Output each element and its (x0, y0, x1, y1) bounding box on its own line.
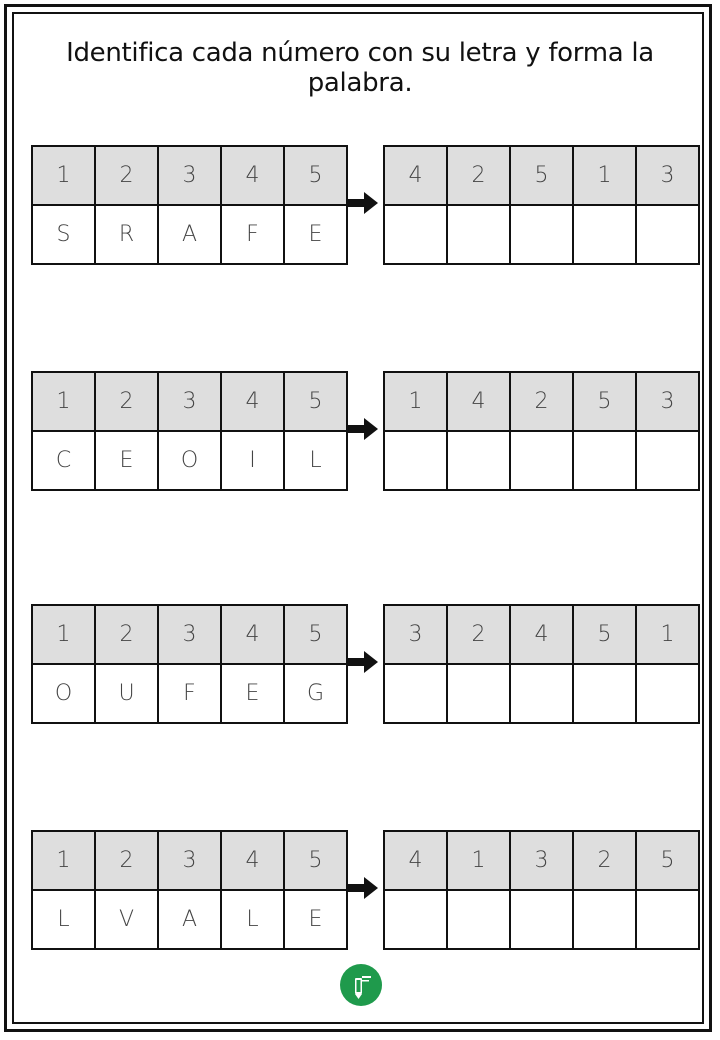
answer-letter-blank[interactable] (447, 205, 510, 264)
answer-number-cell: 3 (384, 605, 447, 664)
key-letter-cell: C (32, 431, 95, 490)
key-letter-cell: E (95, 431, 158, 490)
key-number-cell: 4 (221, 605, 284, 664)
key-letter-cell: A (158, 205, 221, 264)
answer-number-cell: 1 (573, 146, 636, 205)
answer-number-cell: 5 (510, 146, 573, 205)
answer-letter-blank[interactable] (636, 664, 699, 723)
key-number-cell: 2 (95, 146, 158, 205)
answer-table (383, 145, 700, 265)
key-letter-cell: U (95, 664, 158, 723)
answer-table (383, 371, 700, 491)
answer-number-cell: 3 (636, 146, 699, 205)
key-letter-cell: F (221, 205, 284, 264)
key-letter-cell: I (221, 431, 284, 490)
key-letter-cell: L (32, 890, 95, 949)
answer-number-cell: 1 (384, 372, 447, 431)
key-letter-cell: S (32, 205, 95, 264)
key-number-cell: 4 (221, 372, 284, 431)
key-number-cell: 4 (221, 831, 284, 890)
key-number-cell: 5 (284, 831, 347, 890)
answer-letter-blank[interactable] (636, 205, 699, 264)
key-table (31, 604, 348, 724)
key-number-cell: 3 (158, 605, 221, 664)
answer-number-cell: 2 (573, 831, 636, 890)
key-letter-cell: V (95, 890, 158, 949)
key-number-cell: 4 (221, 146, 284, 205)
answer-number-cell: 3 (510, 831, 573, 890)
right-arrow-icon (346, 418, 378, 440)
key-table (31, 145, 348, 265)
key-number-cell: 3 (158, 372, 221, 431)
key-letter-cell: O (32, 664, 95, 723)
answer-letter-blank[interactable] (573, 431, 636, 490)
answer-letter-blank[interactable] (384, 205, 447, 264)
answer-number-cell: 2 (447, 146, 510, 205)
key-number-cell: 2 (95, 372, 158, 431)
key-number-cell: 1 (32, 605, 95, 664)
worksheet-title: Identifica cada número con su letra y forma la palabra. (66, 38, 654, 98)
answer-number-cell: 4 (510, 605, 573, 664)
answer-number-cell: 2 (447, 605, 510, 664)
answer-letter-blank[interactable] (384, 664, 447, 723)
answer-number-cell: 2 (510, 372, 573, 431)
key-letter-cell: G (284, 664, 347, 723)
key-table (31, 830, 348, 950)
answer-letter-blank[interactable] (384, 431, 447, 490)
answer-letter-blank[interactable] (510, 431, 573, 490)
answer-letter-blank[interactable] (510, 664, 573, 723)
key-number-cell: 5 (284, 372, 347, 431)
right-arrow-icon (346, 877, 378, 899)
answer-letter-blank[interactable] (636, 431, 699, 490)
key-letter-cell: O (158, 431, 221, 490)
answer-number-cell: 5 (573, 372, 636, 431)
answer-number-cell: 4 (384, 831, 447, 890)
pencil-logo-icon (340, 964, 382, 1006)
key-table (31, 371, 348, 491)
key-number-cell: 3 (158, 831, 221, 890)
answer-number-cell: 4 (384, 146, 447, 205)
key-number-cell: 3 (158, 146, 221, 205)
answer-letter-blank[interactable] (573, 890, 636, 949)
key-number-cell: 2 (95, 831, 158, 890)
right-arrow-icon (346, 651, 378, 673)
key-letter-cell: L (284, 431, 347, 490)
key-number-cell: 1 (32, 372, 95, 431)
answer-table (383, 830, 700, 950)
key-letter-cell: E (284, 205, 347, 264)
key-letter-cell: E (221, 664, 284, 723)
key-number-cell: 5 (284, 146, 347, 205)
answer-letter-blank[interactable] (636, 890, 699, 949)
answer-letter-blank[interactable] (510, 890, 573, 949)
answer-letter-blank[interactable] (447, 664, 510, 723)
key-letter-cell: F (158, 664, 221, 723)
key-letter-cell: A (158, 890, 221, 949)
answer-number-cell: 5 (636, 831, 699, 890)
answer-number-cell: 5 (573, 605, 636, 664)
answer-letter-blank[interactable] (510, 205, 573, 264)
answer-number-cell: 4 (447, 372, 510, 431)
answer-number-cell: 1 (636, 605, 699, 664)
key-number-cell: 1 (32, 146, 95, 205)
right-arrow-icon (346, 192, 378, 214)
answer-number-cell: 3 (636, 372, 699, 431)
answer-letter-blank[interactable] (384, 890, 447, 949)
answer-letter-blank[interactable] (447, 890, 510, 949)
answer-letter-blank[interactable] (447, 431, 510, 490)
key-number-cell: 5 (284, 605, 347, 664)
key-letter-cell: R (95, 205, 158, 264)
key-number-cell: 1 (32, 831, 95, 890)
answer-number-cell: 1 (447, 831, 510, 890)
answer-letter-blank[interactable] (573, 205, 636, 264)
key-letter-cell: E (284, 890, 347, 949)
key-number-cell: 2 (95, 605, 158, 664)
key-letter-cell: L (221, 890, 284, 949)
answer-table (383, 604, 700, 724)
answer-letter-blank[interactable] (573, 664, 636, 723)
